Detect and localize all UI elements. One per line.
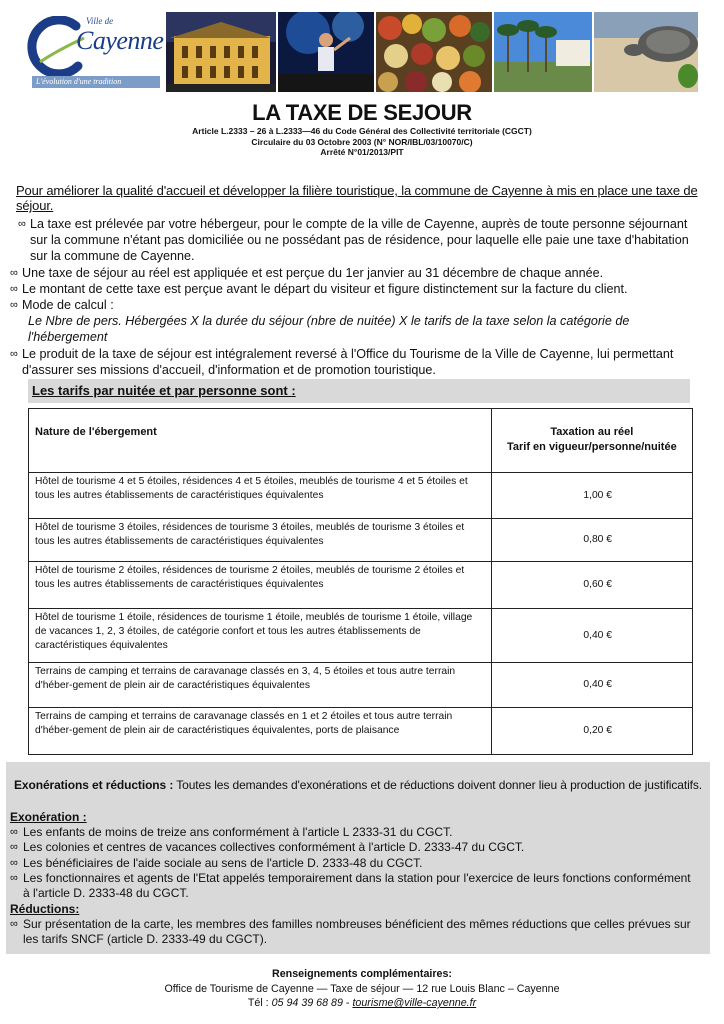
table-row (29, 708, 693, 755)
table-header-row (29, 409, 693, 473)
infinity-bullet-icon: ∞ (10, 299, 18, 312)
cayenne-logo[interactable] (24, 12, 162, 92)
accommodation-type: Terrains de camping et terrains de caravanage classés en 1 et 2 étoiles et tous autre terrain d'héber-gement de plein air de caractéristiques équivalentes, ports de plaisance (29, 708, 492, 755)
column-header-nature: Nature de l'ébergement (29, 409, 492, 473)
infinity-bullet-icon: ∞ (10, 347, 18, 360)
list-item-text: Mode de calcul : (22, 298, 114, 313)
list-item-text: Les bénéficiaires de l'aide sociale au sens de l'article D. 2333-48 du CGCT. (23, 855, 423, 870)
infinity-bullet-icon: ∞ (10, 856, 18, 869)
photo-market-produce (376, 12, 492, 92)
exemptions-panel (6, 762, 710, 954)
list-item-text: Les fonctionnaires et agents de l'Etat appelés temporairement dans la station pour l'exercice de leurs fonctions conformément à l'article D. 2333-48 du CGCT. (23, 870, 691, 901)
list-item (10, 840, 700, 855)
accommodation-type: Hôtel de tourisme 1 étoile, résidences de tourisme 1 étoile, meublés de tourisme 1 étoile, village de vacances 1, 2, 3 étoiles, de catégorie confort et tous les autres établissements de caractéristiques équivalentes (29, 609, 492, 663)
reductions-heading: Réductions: (10, 902, 80, 916)
exoneration-heading: Exonération : (10, 810, 87, 824)
footer-heading: Renseignements complémentaires: (272, 968, 452, 980)
list-item-text: Les colonies et centres de vacances collectives conformément à l'article D. 2333-47 du CGCT. (23, 840, 525, 855)
logo-name: Cayenne (76, 26, 164, 55)
calculation-formula: Le Nbre de pers. Hébergées X la durée du séjour (nbre de nuitée) X le tarifs de la taxe selon la catégorie de l'hébergement (28, 314, 630, 345)
list-item (10, 917, 700, 948)
list-item-text: Le produit de la taxe de séjour est intégralement reversé à l'Office du Tourisme de la Ville de Cayenne, lui permettant d'assurer ses missions d'accueil, d'information et de promotion touristique. (22, 346, 674, 377)
infinity-bullet-icon: ∞ (18, 218, 26, 230)
tarifs-heading: Les tarifs par nuitée et par personne sont : (28, 379, 690, 403)
exemptions-label: Exonérations et réductions : (14, 778, 174, 792)
rates-table (28, 408, 693, 755)
contact-separator: - (342, 997, 353, 1009)
infinity-bullet-icon: ∞ (10, 918, 18, 930)
legal-references (0, 126, 724, 158)
table-row (29, 609, 693, 663)
exemptions-intro (14, 778, 702, 792)
accommodation-type: Hôtel de tourisme 3 étoiles, résidences de tourisme 3 étoiles, meublés de tourisme 3 étoiles et tous les autres établissements de caractéristiques équivalentes (29, 519, 492, 562)
reference-line: Article L.2333 – 26 à L.2333—46 du Code Général des Collectivité territoriale (CGCT) (192, 126, 532, 136)
rate-value: 0,20 € (491, 708, 692, 755)
rate-value: 0,60 € (491, 562, 692, 609)
table-row (29, 663, 693, 708)
list-item (10, 871, 700, 902)
list-item-text: Sur présentation de la carte, les membres des familles nombreuses bénéficient des mêmes réductions que celles prévues sur les tarifs SNCF (article D. 2333-49 du CGCT). (23, 917, 691, 947)
list-item-text: Les enfants de moins de treize ans conformément à l'article L 2333-31 du CGCT. (23, 825, 453, 839)
photo-concert-performer (278, 12, 374, 92)
logo-tagline: L'évolution d'une tradition (32, 76, 160, 88)
list-item-text: La taxe est prélevée par votre hébergeur, pour le compte de la ville de Cayenne, auprès de toute personne séjournant sur la commune n'étant pas domiciliée ou ne possédant pas de résidence, pour laquelle elle paie une taxe d'habitation sur la commune de Cayenne. (30, 217, 689, 264)
infinity-bullet-icon: ∞ (10, 826, 18, 838)
list-item-text: Une taxe de séjour au réel est appliquée et est perçue du 1er janvier au 31 décembre de chaque année. (22, 265, 604, 280)
column-header-tarif (491, 409, 692, 473)
list-item (10, 297, 708, 313)
accommodation-type: Hôtel de tourisme 2 étoiles, résidences de tourisme 2 étoiles, meublés de tourisme 2 étoiles et tous les autres établissements de caractéristiques équivalentes (29, 562, 492, 609)
infinity-bullet-icon: ∞ (10, 282, 18, 295)
logo-prefix: Ville de (86, 16, 114, 26)
photo-colonial-building (166, 12, 276, 92)
rate-value: 0,80 € (491, 519, 692, 562)
reference-line: Circulaire du 03 Octobre 2003 (N° NOR/IBL/03/10070/C) (251, 136, 473, 147)
list-item (10, 856, 700, 871)
phone-label: Tél : (247, 997, 272, 1009)
accommodation-type: Terrains de camping et terrains de caravanage classés en 3, 4, 5 étoiles et tous autre terrain d'héber-gement de plein air de caractéristiques équivalentes (29, 663, 492, 708)
list-item (10, 346, 708, 378)
column-header-line: Tarif en vigueur/personne/nuitée (506, 441, 677, 453)
rate-value: 1,00 € (491, 473, 692, 519)
list-item (18, 216, 708, 265)
email-link[interactable]: tourisme@ville-cayenne.fr (352, 997, 477, 1009)
infinity-bullet-icon: ∞ (10, 841, 18, 854)
reference-line: Arrêté N°01/2013/PIT (320, 147, 404, 157)
rate-value: 0,40 € (491, 609, 692, 663)
footer-contact (0, 997, 724, 1009)
column-header-line: Taxation au réel (550, 426, 634, 438)
infinity-bullet-icon: ∞ (10, 266, 18, 279)
footer-address: Office de Tourisme de Cayenne — Taxe de séjour — 12 rue Louis Blanc – Cayenne (164, 983, 560, 995)
photo-sea-turtle-beach (594, 12, 698, 92)
list-item (10, 281, 708, 297)
list-item (10, 265, 708, 281)
infinity-bullet-icon: ∞ (10, 871, 18, 884)
header-banner (24, 12, 698, 92)
exoneration-list (10, 825, 700, 901)
reductions-list (10, 917, 700, 948)
photo-palm-square (494, 12, 592, 92)
list-item (10, 825, 700, 840)
list-item-text: Le montant de cette taxe est perçue avant le départ du visiteur et figure distinctement sur la facture du client. (22, 281, 628, 296)
phone-number[interactable]: 05 94 39 68 89 (271, 997, 343, 1009)
table-row (29, 519, 693, 562)
table-row (29, 562, 693, 609)
page-title: LA TAXE DE SEJOUR (252, 100, 472, 125)
rate-value: 0,40 € (491, 663, 692, 708)
exemptions-text: Toutes les demandes d'exonérations et de réductions doivent donner lieu à production de justificatifs. (173, 778, 703, 792)
table-row (29, 473, 693, 519)
intro-text: Pour améliorer la qualité d'accueil et développer la filière touristique, la commune de Cayenne à mis en place une taxe de séjour. (16, 183, 698, 213)
accommodation-type: Hôtel de tourisme 4 et 5 étoiles, résidences 4 et 5 étoiles, meublés de tourisme 4 et 5 étoiles et tous les autres établissements de caractéristiques équivalentes (29, 473, 492, 519)
info-bullets (10, 216, 708, 378)
